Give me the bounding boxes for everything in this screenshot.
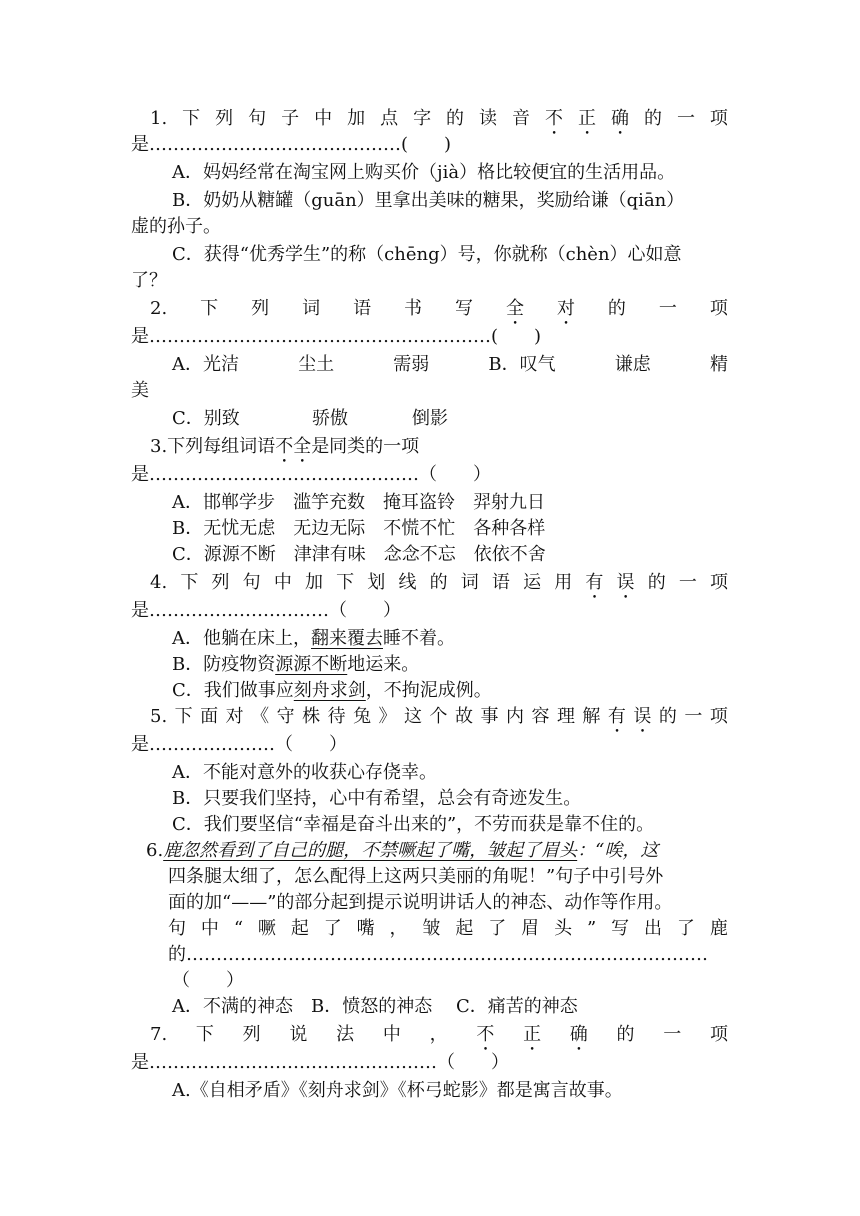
q2-options-row2 — [172, 406, 512, 432]
q1-stem-line1 — [150, 106, 728, 132]
stem-char: 对 — [225, 706, 244, 727]
q6-stem-line3: 面的加“——”的部分起到提示说明讲话人的神态、动作等作用。 — [168, 892, 673, 913]
stem-char: 故 — [455, 706, 473, 727]
stem-char: 的 — [429, 572, 448, 593]
q4-c-underlined: 刻舟求剑 — [293, 680, 366, 701]
q1-option-a: A．妈妈经常在淘宝网上购买价（jià）格比较便宜的生活用品。 — [172, 162, 676, 183]
stem-char: 的 — [643, 108, 662, 129]
stem-char: 7. — [150, 1024, 168, 1045]
stem-char: 词 — [460, 572, 479, 593]
stem-char: 不 — [545, 108, 563, 129]
q7-stem-line2: 是…………………………………………（ ） — [131, 1052, 509, 1073]
stem-char: 鹿 — [709, 918, 728, 939]
stem-char: 2. — [150, 298, 168, 319]
q1-option-c-cont: 了？ — [131, 270, 167, 291]
stem-char: 下 — [336, 572, 355, 593]
stem-char: 音 — [512, 108, 531, 129]
stem-char: 运 — [523, 572, 542, 593]
stem-char: 一 — [658, 298, 677, 319]
stem-char: 划 — [367, 572, 386, 593]
q6-stem-line4 — [168, 916, 728, 942]
q1-option-c: C．获得“优秀学生”的称（chēng）号，你就称（chèn）心如意 — [172, 244, 682, 265]
q6-number: 6. — [146, 840, 164, 861]
q7-option-a: A.《自相矛盾》《刻舟求剑》《杯弓蛇影》都是寓言故事。 — [172, 1080, 623, 1101]
q2-stem-line1 — [150, 296, 728, 322]
stem-char: 写 — [611, 918, 630, 939]
stem-char: 一 — [663, 1024, 682, 1045]
stem-char: 待 — [327, 706, 346, 727]
q4-b-post: 地运来。 — [347, 654, 420, 675]
stem-char: 中 — [273, 572, 292, 593]
stem-char: 项 — [710, 1024, 728, 1045]
stem-char: “ — [233, 918, 244, 939]
q2-option-word: 尘土 — [298, 354, 335, 375]
stem-char: 句 — [248, 108, 267, 129]
stem-char: 项 — [709, 108, 728, 129]
stem-char: 眉 — [521, 918, 540, 939]
stem-char: 兔 — [353, 706, 372, 727]
stem-char: 的 — [647, 572, 666, 593]
stem-char: 法 — [336, 1024, 355, 1045]
q4-a-post: 睡不着。 — [383, 628, 455, 649]
stem-char: 头 — [554, 918, 573, 939]
stem-char: 守 — [276, 706, 295, 727]
stem-char: 内 — [505, 706, 524, 727]
stem-char: 容 — [531, 706, 550, 727]
q5-stem-line2: 是…………………（ ） — [131, 734, 347, 755]
stem-char: 一 — [676, 108, 695, 129]
stem-char: 确 — [569, 1024, 588, 1045]
stem-char: 误 — [633, 706, 652, 727]
q3-stem-emphasis: 不全 — [275, 436, 312, 457]
stem-char: 了 — [323, 918, 342, 939]
q2-option-word: 谦虑 — [614, 354, 651, 375]
q5-option-b: B．只要我们坚持，心中有希望，总会有奇迹发生。 — [172, 788, 582, 809]
q2-options-row1-cont: 美 — [131, 380, 149, 401]
q4-stem-line1 — [150, 570, 728, 596]
stem-char: 项 — [709, 298, 728, 319]
stem-char: 字 — [413, 108, 432, 129]
stem-char: 词 — [302, 298, 321, 319]
stem-char: 项 — [710, 572, 728, 593]
stem-char: 起 — [455, 918, 474, 939]
stem-char: 嘴 — [356, 918, 375, 939]
q6-quoted-sentence: 鹿忽然看到了自己的腿，不禁噘起了嘴，皱起了眉头 — [163, 840, 578, 861]
stem-char: ” — [586, 918, 597, 939]
q5-stem-line1 — [150, 704, 728, 730]
q3-option-b: B．无忧无虑 无边无际 不慌不忙 各种各样 — [172, 518, 546, 539]
q1-option-b: B．奶奶从糖罐（guān）里拿出美味的糖果，奖励给谦（qiān） — [172, 190, 685, 211]
q3-option-a: A．邯郸学步 滥竽充数 掩耳盗铃 羿射九日 — [172, 492, 545, 513]
stem-char: 列 — [215, 108, 234, 129]
q4-c-pre: C．我们做事应 — [172, 680, 294, 701]
q4-option-b — [172, 652, 419, 678]
stem-char: 读 — [479, 108, 498, 129]
stem-char: 用 — [554, 572, 573, 593]
stem-char: 噘 — [257, 918, 276, 939]
stem-char: 全 — [505, 298, 524, 319]
q4-b-underlined: 源源不断 — [275, 654, 348, 675]
stem-char: 加 — [304, 572, 323, 593]
q2-stem-line2: 是…………………………………………………( ) — [131, 326, 542, 347]
stem-char: ， — [429, 1024, 448, 1045]
q2-option-word: B．叹气 — [488, 354, 556, 375]
q2-option-word: C．别致 — [172, 408, 240, 429]
q3-option-c: C．源源不断 津津有味 念念不忘 依依不舍 — [172, 544, 546, 565]
stem-char: 下 — [200, 298, 219, 319]
q5-option-a: A．不能对意外的收获心存侥幸。 — [172, 762, 437, 783]
stem-char: 下 — [182, 108, 201, 129]
stem-char: 写 — [455, 298, 473, 319]
stem-char: 一 — [684, 706, 703, 727]
stem-char: 《 — [251, 706, 270, 727]
q1-stem-line2: 是……………………………………( ) — [131, 134, 452, 155]
q6-options: A．不满的神态 B．愤怒的神态 C．痛苦的神态 — [172, 996, 578, 1017]
stem-char: 理 — [556, 706, 575, 727]
stem-char: 加 — [347, 108, 366, 129]
stem-char: 误 — [616, 572, 635, 593]
stem-char: 书 — [404, 298, 423, 319]
stem-char: 解 — [582, 706, 601, 727]
stem-char: 子 — [281, 108, 300, 129]
stem-char: 下 — [174, 706, 193, 727]
stem-char: 了 — [488, 918, 507, 939]
stem-char: 句 — [168, 918, 186, 939]
stem-char: 5. — [150, 706, 168, 727]
stem-char: 的 — [616, 1024, 635, 1045]
stem-char: 这 — [404, 706, 423, 727]
q4-c-post: ，不拘泥成例。 — [365, 680, 492, 701]
q3-stem-post: 是同类的一项 — [311, 436, 420, 457]
stem-char: 确 — [610, 108, 629, 129]
stem-char: ， — [389, 918, 408, 939]
q6-answer-blank: （ ） — [172, 970, 244, 991]
stem-char: 的 — [607, 298, 626, 319]
stem-char: 正 — [577, 108, 596, 129]
stem-char: 有 — [585, 572, 604, 593]
stem-char: 项 — [709, 706, 728, 727]
stem-char: 语 — [491, 572, 510, 593]
q4-a-pre: A．他躺在床上， — [172, 628, 311, 649]
stem-char: 列 — [251, 298, 270, 319]
q7-stem-line1 — [150, 1022, 728, 1048]
stem-char: 语 — [353, 298, 372, 319]
q4-option-a — [172, 626, 455, 652]
stem-char: 了 — [676, 918, 695, 939]
q2-option-word: 倒影 — [412, 408, 448, 429]
stem-char: 中 — [200, 918, 219, 939]
q4-a-underlined: 翻来覆去 — [311, 628, 383, 649]
stem-char: 个 — [429, 706, 448, 727]
stem-char: 句 — [242, 572, 261, 593]
stem-char: 1. — [150, 108, 168, 129]
q6-stem-line2: 四条腿太细了，怎么配得上这两只美丽的角呢！”句子中引号外 — [168, 866, 664, 887]
stem-char: 下 — [180, 572, 199, 593]
q2-option-word: 需弱 — [393, 354, 430, 375]
q2-options-row1 — [172, 352, 728, 378]
q3-stem-line2: 是………………………………………（ ） — [131, 464, 491, 485]
q2-option-word: A．光洁 — [172, 354, 239, 375]
q1-option-b-cont: 虚的孙子。 — [131, 216, 221, 237]
q4-stem-line2: 是…………………………（ ） — [131, 600, 401, 621]
stem-char: 事 — [480, 706, 499, 727]
stem-char: 出 — [644, 918, 662, 939]
stem-char: 中 — [314, 108, 333, 129]
q3-stem-pre: 3.下列每组词语 — [150, 436, 276, 457]
stem-char: 有 — [607, 706, 626, 727]
q4-b-pre: B．防疫物资 — [172, 654, 276, 675]
q4-option-c — [172, 678, 492, 704]
stem-char: 线 — [398, 572, 417, 593]
stem-char: 列 — [242, 1024, 261, 1045]
stem-char: 起 — [290, 918, 309, 939]
q6-stem-line5: 的…………………………………………………………………………… — [168, 944, 708, 965]
stem-char: 列 — [211, 572, 230, 593]
stem-char: 面 — [200, 706, 219, 727]
stem-char: 株 — [302, 706, 321, 727]
stem-char: 中 — [382, 1024, 401, 1045]
stem-char: 4. — [150, 572, 168, 593]
q2-option-word: 精 — [709, 354, 728, 375]
q2-option-word: 骄傲 — [312, 408, 348, 429]
stem-char: 的 — [658, 706, 677, 727]
stem-char: 正 — [523, 1024, 542, 1045]
stem-char: 的 — [446, 108, 465, 129]
stem-char: 下 — [195, 1024, 214, 1045]
stem-char: 点 — [380, 108, 399, 129]
stem-char: 说 — [289, 1024, 308, 1045]
stem-char: 一 — [678, 572, 697, 593]
stem-char: 》 — [378, 706, 397, 727]
q6-line1-post: ：“唉，这 — [577, 840, 659, 861]
q5-option-c: C．我们要坚信“幸福是奋斗出来的”，不劳而获是靠不住的。 — [172, 814, 655, 835]
q6-stem-line1 — [146, 838, 658, 864]
q3-stem-line1 — [150, 434, 419, 460]
stem-char: 皱 — [422, 918, 441, 939]
stem-char: 对 — [556, 298, 575, 319]
stem-char: 不 — [476, 1024, 495, 1045]
